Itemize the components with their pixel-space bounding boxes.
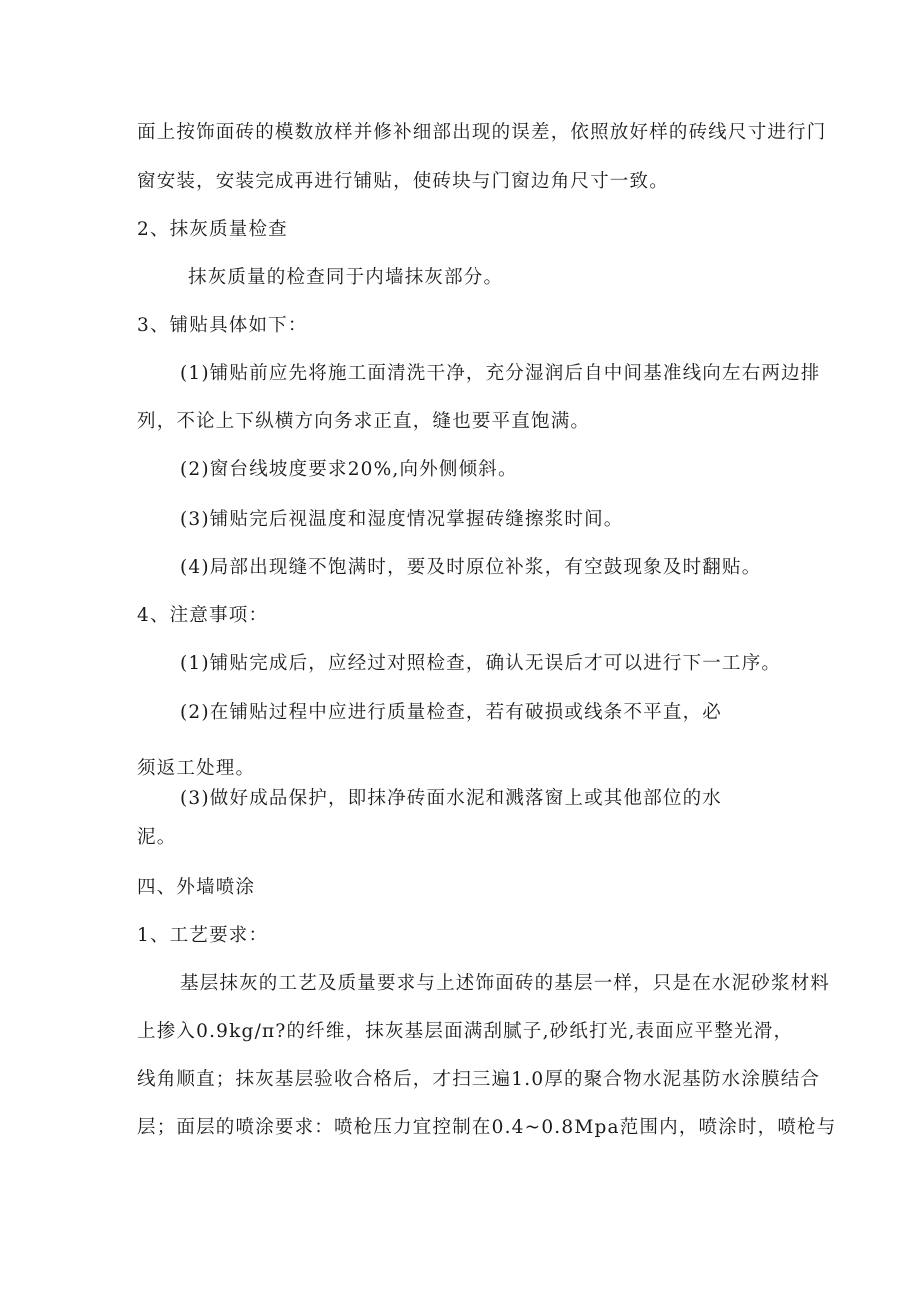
paragraph-line: 基层抹灰的工艺及质量要求与上述饰面砖的基层一样，只是在水泥砂浆材料 [180, 973, 831, 994]
paragraph-line: 面上按饰面砖的模数放样并修补细部出现的误差，依照放好样的砖线尺寸进行门 [137, 122, 827, 143]
paragraph-line: 列，不论上下纵横方向务求正直，缝也要平直饱满。 [137, 411, 591, 432]
list-item: (1)铺贴前应先将施工面清洗干净，充分湿润后自中间基准线向左右两边排 [180, 363, 821, 384]
section-heading: 2、抹灰质量检查 [137, 219, 288, 240]
paragraph-line: 线角顺直；抹灰基层验收合格后，才扫三遍1.0厚的聚合物水泥基防水涂膜结合 [137, 1069, 821, 1090]
paragraph-line: 须返工处理。 [137, 758, 256, 779]
list-item: (3)铺贴完后视温度和湿度情况掌握砖缝擦浆时间。 [180, 509, 624, 530]
section-heading: 1、工艺要求： [137, 925, 269, 946]
list-item: (1)铺贴完成后，应经过对照检查，确认无误后才可以进行下一工序。 [180, 653, 782, 674]
list-item: (2)窗台线坡度要求20%,向外侧倾斜。 [180, 459, 518, 480]
list-item: (2)在铺贴过程中应进行质量检查，若有破损或线条不平直，必 [180, 702, 723, 723]
section-heading: 3、铺贴具体如下： [137, 315, 308, 336]
paragraph-line: 层；面层的喷涂要求：喷枪压力宜控制在0.4~0.8Mpa范围内，喷涂时，喷枪与 [137, 1117, 837, 1138]
section-heading: 4、注意事项： [137, 605, 269, 626]
paragraph-line: 泥。 [137, 827, 177, 848]
paragraph-line: 抹灰质量的检查同于内墙抹灰部分。 [188, 267, 504, 288]
chapter-heading: 四、外墙喷涂 [137, 877, 256, 898]
list-item: (4)局部出现缝不饱满时，要及时原位补浆，有空鼓现象及时翻贴。 [180, 557, 762, 578]
paragraph-line: 上掺入0.9kg/π?的纤维，抹灰基层面满刮腻子,砂纸打光,表面应平整光滑， [137, 1021, 794, 1042]
paragraph-line: 窗安装，安装完成再进行铺贴，使砖块与门窗边角尺寸一致。 [137, 171, 669, 192]
list-item: (3)做好成品保护，即抹净砖面水泥和溅落窗上或其他部位的水 [180, 788, 723, 809]
